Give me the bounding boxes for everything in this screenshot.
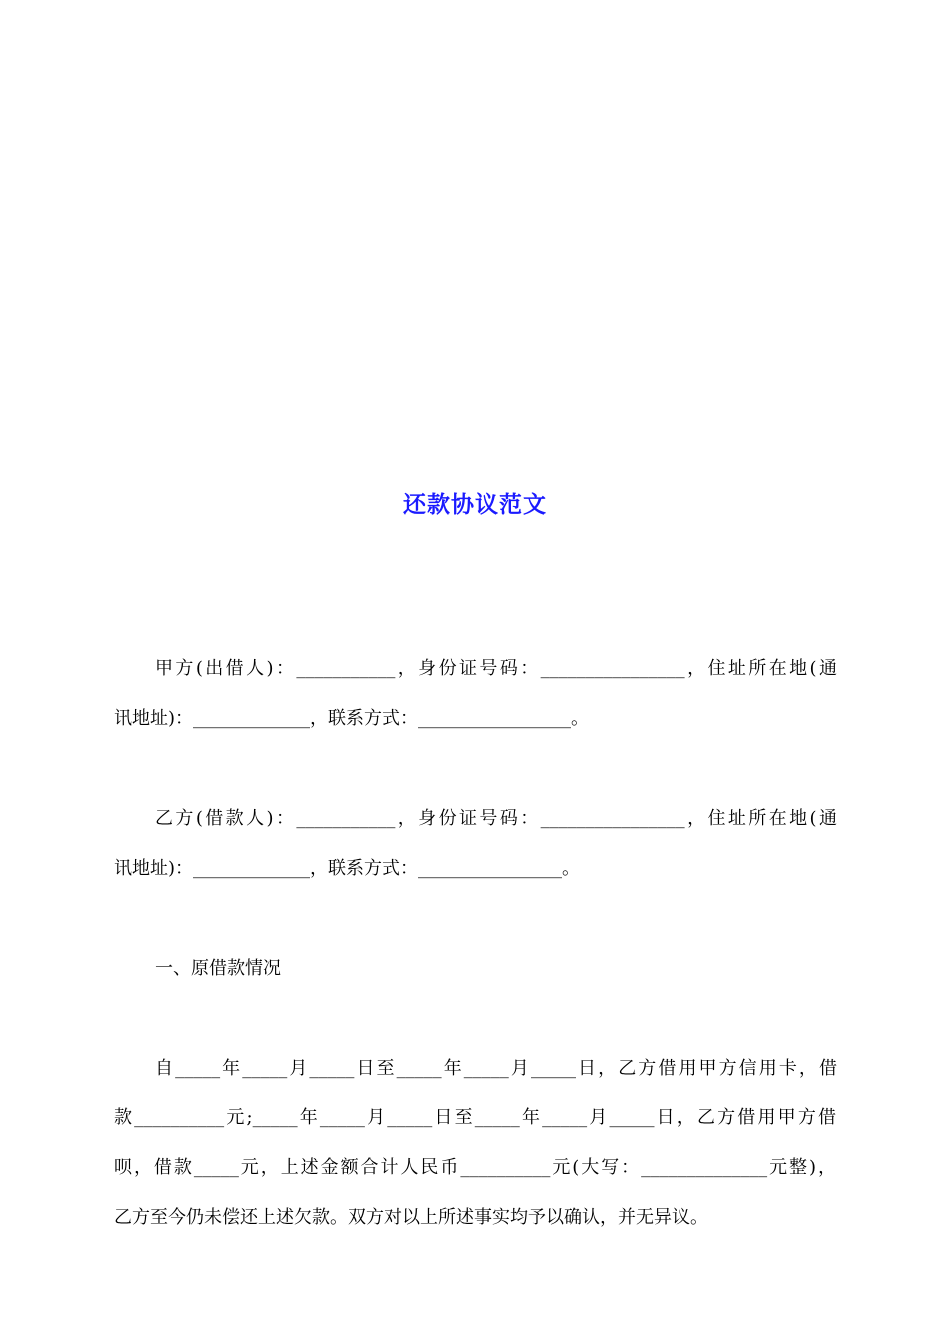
document-title: 还款协议范文 bbox=[403, 491, 547, 518]
party-b-line-1: 乙方(借款人)：___________，身份证号码：________________，住址所在地(通 bbox=[155, 808, 837, 829]
section-paragraph-line-4: 乙方至今仍未偿还上述欠款。双方对以上所述事实均予以确认，并无异议。 bbox=[114, 1207, 708, 1228]
section-paragraph-line-3: 呗，借款_____元，上述金额合计人民币__________元(大写：______________元整)， bbox=[114, 1157, 836, 1178]
party-a-line-2: 讯地址)：_____________，联系方式：_________________。 bbox=[114, 708, 590, 729]
section-paragraph-line-1: 自_____年_____月_____日至_____年_____月_____日，乙方借用甲方信用卡，借 bbox=[155, 1058, 837, 1079]
party-a-line-1: 甲方(出借人)：___________，身份证号码：________________，住址所在地(通 bbox=[155, 658, 837, 679]
party-b-line-2: 讯地址)：_____________，联系方式：________________。 bbox=[114, 858, 581, 879]
section-heading: 一、原借款情况 bbox=[155, 958, 281, 979]
section-paragraph-line-2: 款__________元;_____年_____月_____日至_____年_____月_____日，乙方借用甲方借 bbox=[114, 1107, 836, 1128]
